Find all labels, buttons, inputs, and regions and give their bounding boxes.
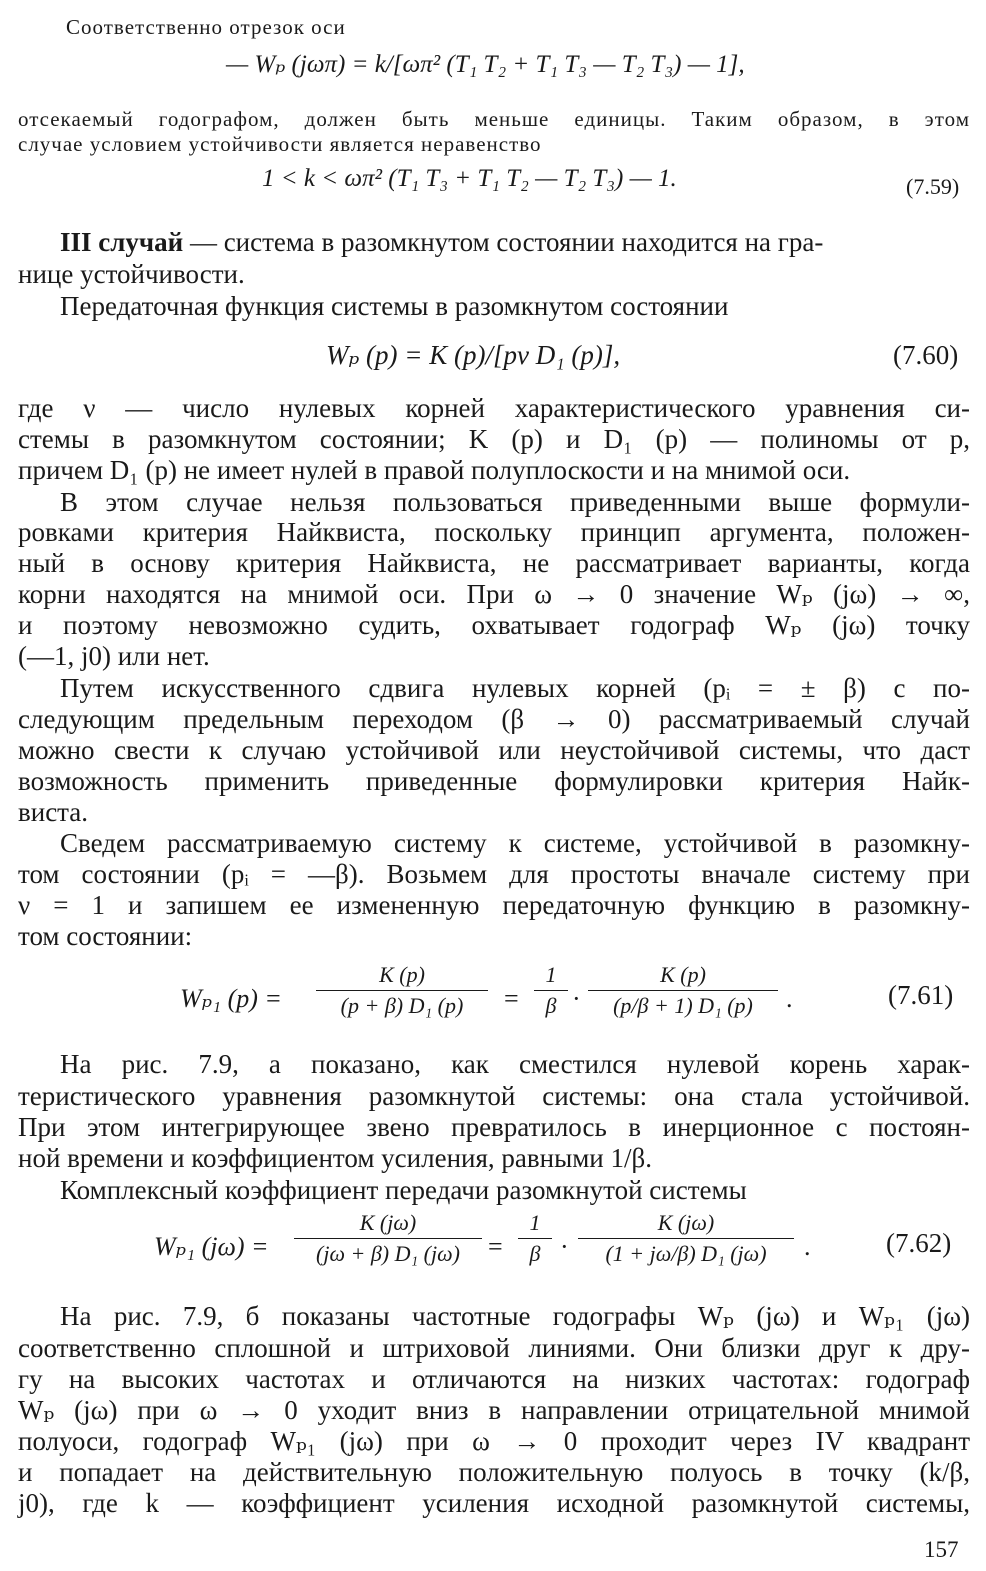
paragraph-line: где ν — число нулевых корней характеристического уравнения си-: [18, 393, 970, 423]
fraction-bar: [578, 1238, 794, 1239]
fraction-numerator: 1: [545, 962, 557, 987]
page-number: 157: [924, 1537, 959, 1562]
paragraph-line: можно свести к случаю устойчивой или неустойчивой системы, что даст: [18, 735, 970, 765]
paragraph-line: ной времени и коэффициентом усиления, равными 1/β.: [18, 1143, 652, 1173]
paragraph-line: корни находятся на мнимой оси. При ω → 0 значение Wₚ (jω) → ∞,: [18, 579, 970, 609]
paragraph-line: том состоянии (pᵢ = —β). Возьмем для простоты вначале систему при: [18, 859, 970, 889]
paragraph-line: соответственно сплошной и штриховой линиями. Они близки друг к дру-: [18, 1333, 970, 1363]
paragraph-line: полуоси, годограф Wₚ₁ (jω) при ω → 0 проходит через IV квадрант: [18, 1426, 970, 1456]
paragraph-line: причем D₁ (p) не имеет нулей в правой полуплоскости и на мнимой оси.: [18, 455, 851, 485]
paragraph-line: ный в основу критерия Найквиста, не рассматривает варианты, когда: [18, 548, 970, 578]
fraction-numerator: 1: [529, 1210, 541, 1235]
paragraph-line: ν = 1 и запишем ее измененную передаточную функцию в разомкну-: [18, 890, 970, 920]
eq-lhs: Wₚ₁ (p) =: [180, 984, 282, 1013]
equation-segment: — Wₚ (jωπ) = k/[ωπ² (T₁ T₂ + T₁ T₃ — T₂ T₃) — 1],: [226, 51, 745, 78]
paragraph-line: и поэтому невозможно судить, охватывает годограф Wₚ (jω) точку: [18, 610, 970, 640]
paragraph-line: В этом случае нельзя пользоваться приведенными выше формули-: [60, 487, 970, 517]
paragraph-line: Wₚ (jω) при ω → 0 уходит вниз в направлении отрицательной мнимой: [18, 1395, 970, 1425]
fraction-numerator: K (jω): [657, 1210, 715, 1235]
paragraph-line: На рис. 7.9, а показано, как сместился нулевой корень харак-: [60, 1049, 970, 1079]
paragraph-line: отсекаемый годографом, должен быть меньше единицы. Таким образом, в этом: [18, 107, 970, 131]
fraction-bar: [534, 990, 568, 991]
eq-lhs: Wₚ₁ (jω) =: [154, 1232, 269, 1261]
eq-equals: =: [504, 984, 519, 1013]
paragraph-line: Комплексный коэффициент передачи разомкнутой системы: [60, 1175, 747, 1205]
paragraph-line: следующим предельным переходом (β → 0) рассматриваемый случай: [18, 704, 970, 734]
paragraph-line: гу на высоких частотах и отличаются на низких частотах: годограф: [18, 1364, 970, 1394]
equation-7-59: 1 < k < ωπ² (T₁ T₃ + T₁ T₂ — T₂ T₃) — 1.: [262, 165, 677, 192]
eq-fraction: [578, 1210, 794, 1267]
equation-number: (7.61): [888, 980, 954, 1010]
equation-number: (7.60): [893, 340, 959, 370]
fraction-numerator: K (p): [660, 962, 706, 987]
eq-fraction: [316, 962, 488, 1019]
paragraph-line: Путем искусственного сдвига нулевых корней (pᵢ = ± β) с по-: [60, 673, 970, 703]
paragraph-line: том состоянии:: [18, 921, 193, 951]
eq-equals: =: [488, 1232, 503, 1261]
paragraph-line: возможность применить приведенные формулировки критерия Найк-: [18, 766, 970, 796]
eq-fraction: [294, 1210, 482, 1267]
fraction-denominator: (p/β + 1) D₁ (p): [613, 993, 753, 1018]
fraction-denominator: β: [545, 993, 557, 1018]
case-heading-line: [60, 226, 823, 258]
fraction-bar: [316, 990, 488, 991]
eq-fraction: [518, 1210, 552, 1267]
case-heading-text: — система в разомкнутом состоянии находится на гра-: [183, 227, 824, 257]
fraction-numerator: K (jω): [359, 1210, 417, 1235]
paragraph-line: и попадает на действительную положительную полуось в точку (k/β,: [18, 1457, 970, 1487]
fraction-denominator: (p + β) D₁ (p): [340, 993, 464, 1018]
eq-fraction: [534, 962, 568, 1019]
case-heading: III случай: [60, 227, 184, 257]
fraction-bar: [588, 990, 778, 991]
eq-dot: ·: [560, 1232, 569, 1261]
paragraph-line: ровками критерия Найквиста, поскольку принцип аргумента, положен-: [18, 517, 970, 547]
paragraph-line: виста.: [18, 797, 89, 827]
equation-number: (7.62): [886, 1228, 952, 1258]
fraction-denominator: β: [529, 1241, 541, 1266]
paragraph-line: Сведем рассматриваемую систему к системе, устойчивой в разомкну-: [60, 828, 970, 858]
paragraph-line: теристического уравнения разомкнутой системы: она стала устойчивой.: [18, 1081, 970, 1111]
paragraph-line: нице устойчивости.: [18, 259, 245, 289]
paragraph-line: (—1, j0) или нет.: [18, 641, 210, 671]
eq-dot: ·: [572, 984, 581, 1013]
paragraph-line: стемы в разомкнутом состоянии; K (p) и D₁ (p) — полиномы от p,: [18, 424, 970, 454]
equation-number: (7.59): [906, 174, 960, 199]
paragraph-line: При этом интегрирующее звено превратилось в инерционное с постоян-: [18, 1112, 970, 1142]
fraction-bar: [518, 1238, 552, 1239]
intro-line: Соответственно отрезок оси: [66, 15, 346, 39]
fraction-denominator: (jω + β) D₁ (jω): [316, 1241, 460, 1266]
equation-7-60: Wₚ (p) = K (p)/[pν D₁ (p)],: [326, 340, 621, 370]
paragraph-line: Передаточная функция системы в разомкнутом состоянии: [60, 291, 729, 321]
fraction-denominator: (1 + jω/β) D₁ (jω): [605, 1241, 767, 1266]
fraction-numerator: K (p): [379, 962, 425, 987]
paragraph-line: случае условием устойчивости является неравенство: [18, 132, 542, 156]
eq-tail: .: [804, 1232, 811, 1261]
paragraph-line: j0), где k — коэффициент усиления исходной разомкнутой системы,: [18, 1488, 970, 1518]
paragraph-line: На рис. 7.9, б показаны частотные годографы Wₚ (jω) и Wₚ₁ (jω): [60, 1301, 970, 1331]
eq-fraction: [588, 962, 778, 1019]
eq-tail: .: [786, 984, 793, 1013]
fraction-bar: [294, 1238, 482, 1239]
